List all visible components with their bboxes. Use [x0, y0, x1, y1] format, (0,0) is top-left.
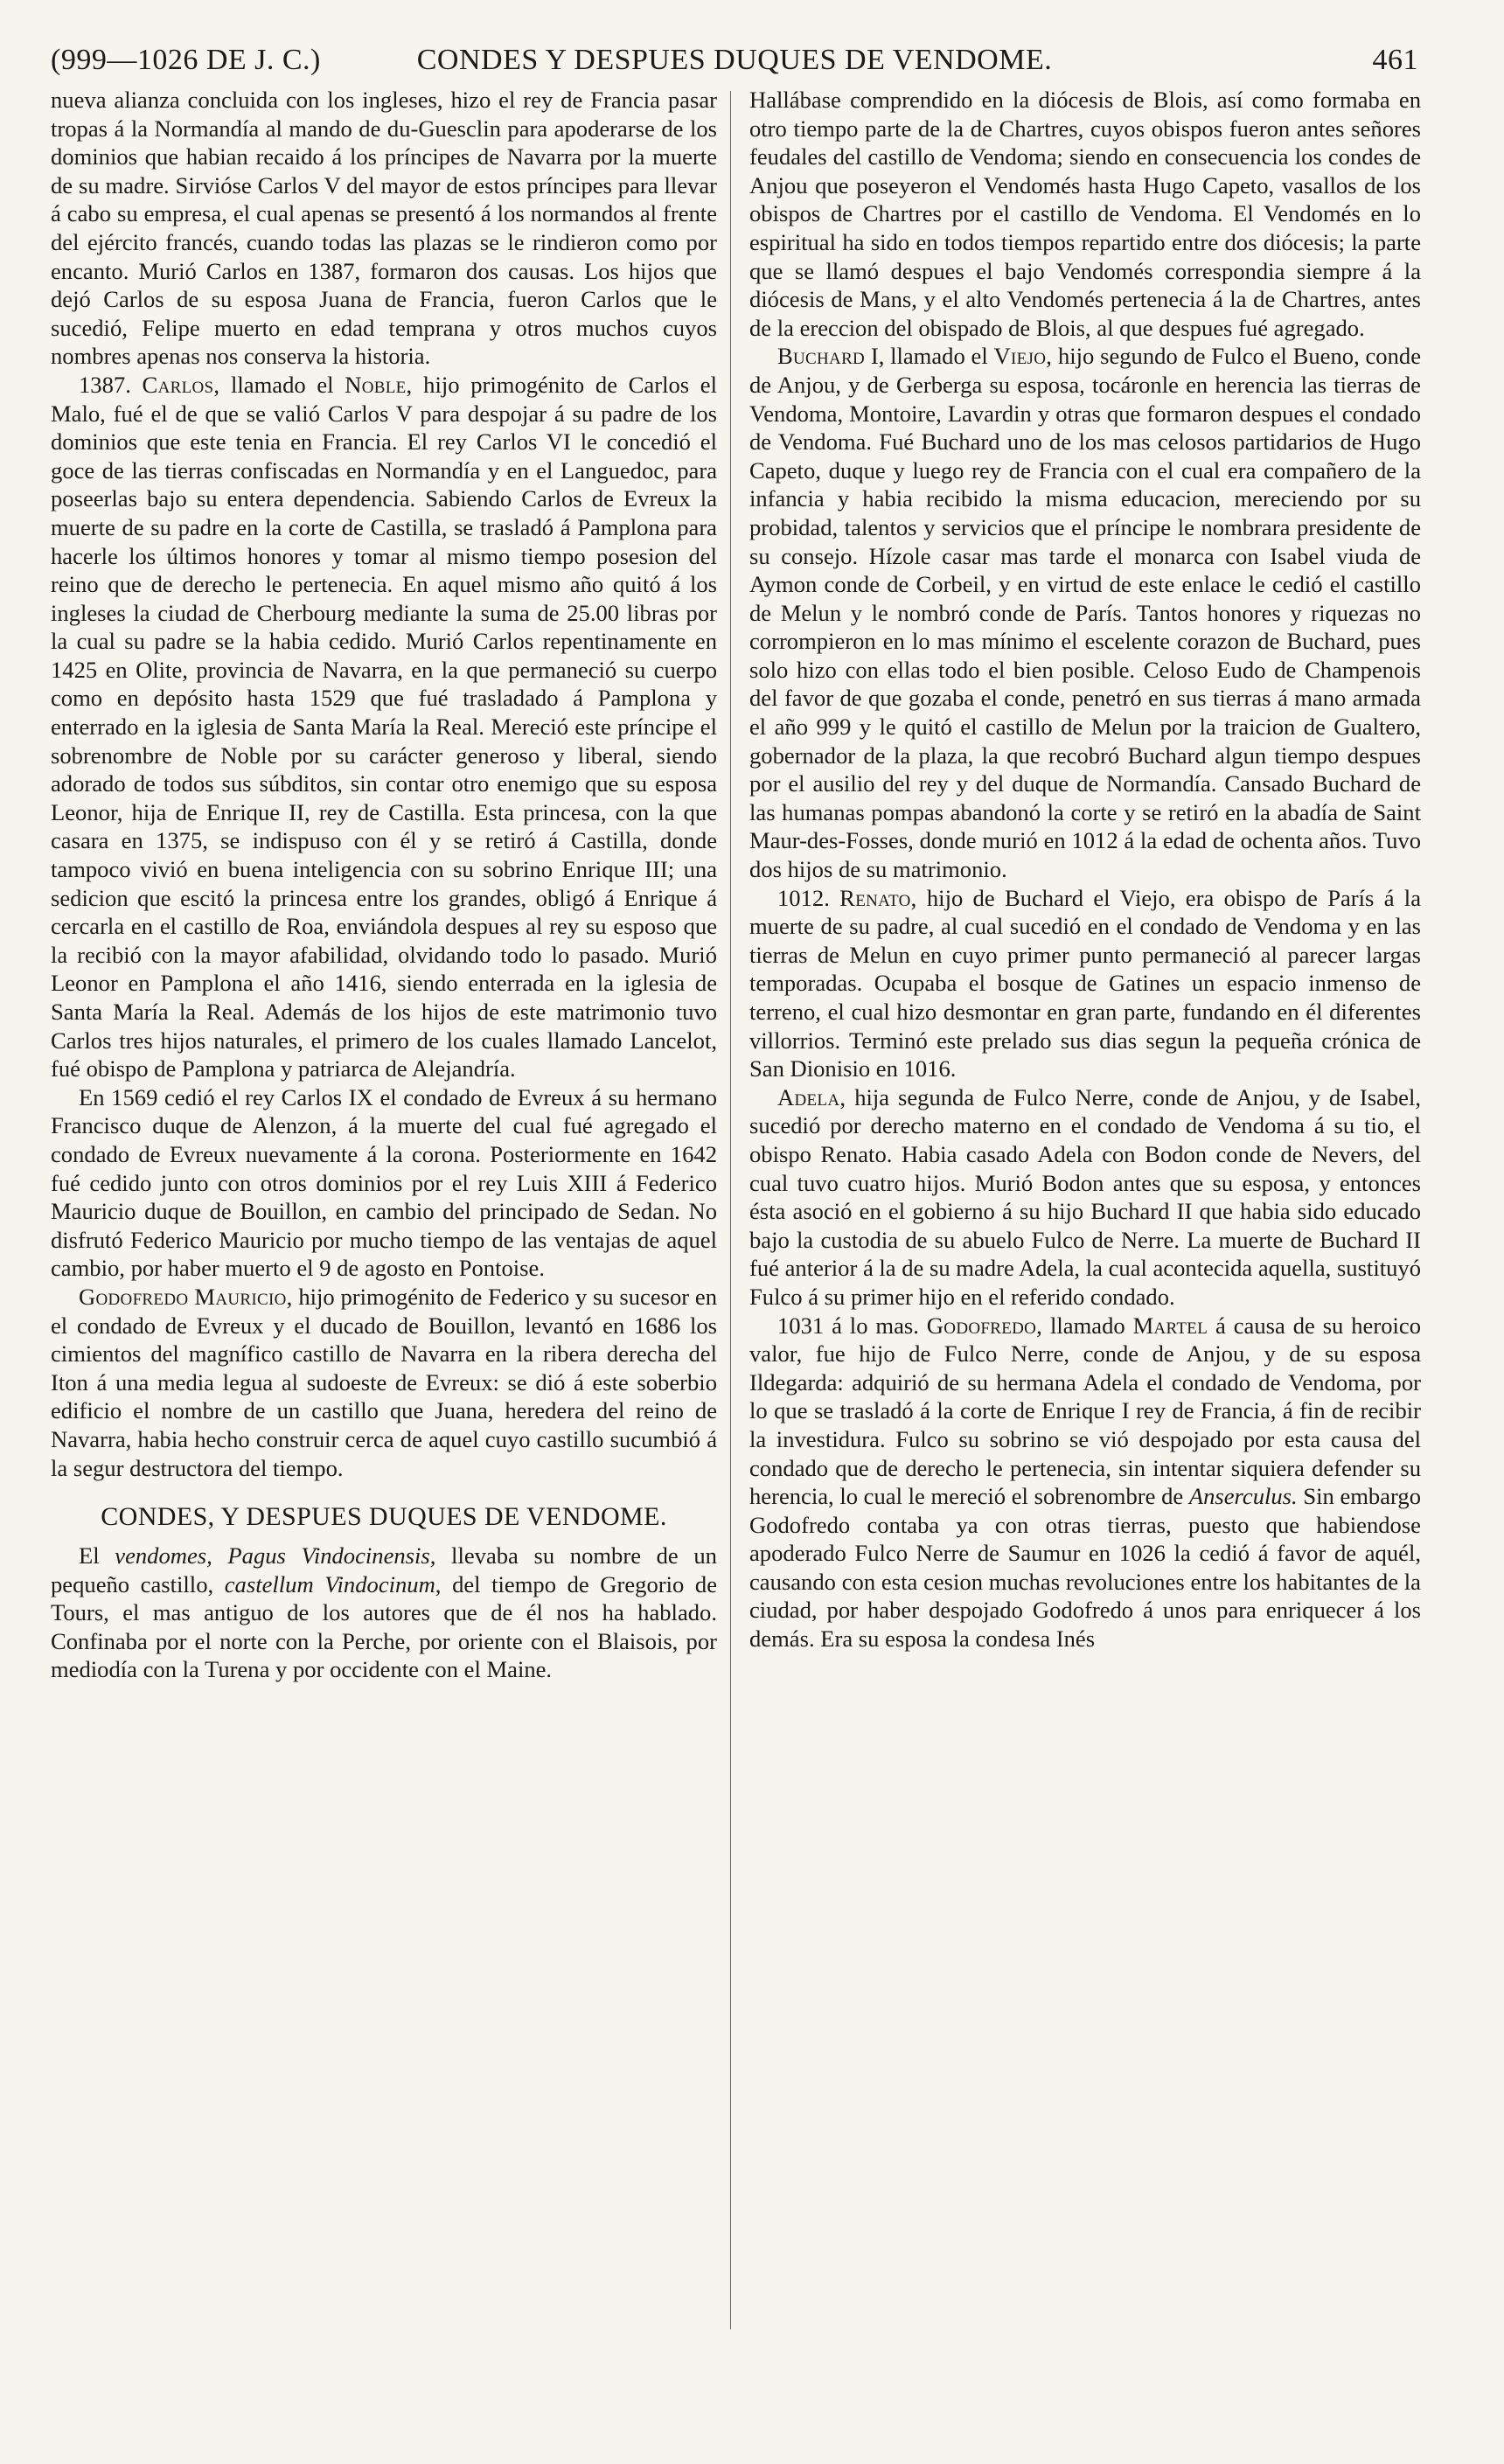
- right-paragraph-1: Hallábase comprendido en la diócesis de Blois, así como formaba en otro tiempo parte de la de Chartres, cuyos obispos fueron antes señores feudales del castillo de Vendoma; siendo en consecuencia los condes de Anjou que poseyeron el Vendomés hasta Hugo Capeto, vasallos de los obispos de Chartres por el castillo de Vendoma. El Vendomés en lo espiritual ha sido en todos tiempos repartido entre dos diócesis; la parte que se llamó despues el bajo Vendomés correspondia siempre á la diócesis de Mans, y el alto Vendomés pertenecia á la de Chartres, antes de la ereccion del obispado de Blois, al que despues fué agregado.: [749, 87, 1421, 341]
- latin-term: vendomes, Pagus Vindocinensis,: [115, 1542, 436, 1570]
- year-lead: 1387.: [79, 371, 131, 398]
- right-column: [749, 86, 1421, 1653]
- text-run: hija segunda de Fulco Nerre, conde de Anjou, y de Isabel, sucedió por derecho materno en el condado de Vendoma á su tio, el obispo Renato. Habia casado Adela con Bodon conde de Nevers, del cual tuvo cuatro hijos. Murió Bodon antes que su esposa, y entonces ésta asoció en el gobierno á su hijo Buchard II que habia sido educado bajo la custodia de su abuelo Fulco de Nerre. La muerte de Buchard II fué anterior á la de su madre Adela, la cual acontecida aquella, sustituyó Fulco á su primer hijo en el referido condado.: [749, 1083, 1421, 1310]
- text-run: llamado: [1042, 1312, 1133, 1339]
- running-head: [51, 38, 1418, 82]
- left-paragraph-5: [51, 1542, 717, 1684]
- column-divider: [730, 91, 731, 2329]
- left-column: [51, 86, 717, 1684]
- running-head-title: CONDES Y DESPUES DUQUES DE VENDOME.: [416, 44, 1053, 76]
- year-lead: 1031 á lo mas.: [777, 1312, 919, 1339]
- right-paragraph-4: [749, 1083, 1421, 1312]
- right-paragraph-5: [749, 1312, 1421, 1653]
- running-head-date-range: (999—1026 DE J. C.): [51, 44, 321, 76]
- page-number: 461: [1372, 44, 1418, 76]
- text-run: I, llamado el: [865, 343, 994, 370]
- text-run: hijo segundo de Fulco el Bueno, conde de Anjou, y de Gerberga su esposa, tocáronle en herencia las tierras de Vendoma, Montoire, Lavardin y otras que formaron despues el condado de Vendoma. Fué Buchard uno de los mas celosos partidarios de Hugo Capeto, duque y luego rey de Francia con el cual era compañero de la infancia y habia recibido la misma educacion, mereciendo por su probidad, talentos y servicios que el príncipe le nombrara presidente de su consejo. Hízole casar mas tarde el monarca con Isabel viuda de Aymon conde de Corbeil, y en virtud de este enlace le cedió el castillo de Melun y le nombró conde de París. Tantos honores y riquezas no corrompieron en lo mas mínimo el escelente corazon de Buchard, pues solo hizo con ellas todo el bien posible. Celoso Eudo de Champenois del favor de que gozaba el conde, penetró en sus tierras á mano armada el año 999 y le quitó el castillo de Melun por la traicion de Gualtero, gobernador de la plaza, la que recobró Buchard algun tiempo despues por el ausilio del rey y del duque de Normandía. Cansado Buchard de las humanas pompas abandonó la corte y se retiró en la abadía de Saint Maur-des-Fosses, donde murió en 1012 á la edad de ochenta años. Tuvo dos hijos de su matrimonio.: [749, 343, 1421, 883]
- left-paragraph-2: [51, 371, 717, 1083]
- text-run: Sin embargo Godofredo contaba ya con otras tierras, puesto que habiendose apoderado Fulco Nerre de Saumur en 1026 la cedió á favor de aquél, causando con esta cesion muchas revoluciones entre los habitantes de la ciudad, por haber despojado Godofredo á unos para enriquecer á los demás. Era su esposa la condesa Inés: [749, 1483, 1422, 1653]
- entry-epithet: Viejo,: [993, 343, 1053, 370]
- latin-term: castellum Vindocinum,: [224, 1570, 442, 1597]
- entry-name: Godofredo Mauricio,: [79, 1283, 293, 1310]
- text-run: á causa de su heroico valor, fue hijo de Fulco Nerre, conde de Anjou, y de su esposa Ildegarda: adquirió de su hermana Adela el condado de Vendoma, por lo que se trasladó á la corte de Enrique I rey de Francia, á fin de recibir la investidura. Fulco su sobrino se vió despojado por esta causa del condado que de derecho le pertenecia, sin intentar siquiera defender su herencia, lo cual le mereció el sobrenombre de: [749, 1312, 1422, 1510]
- section-heading: CONDES, Y DESPUES DUQUES DE VENDOME.: [101, 1502, 667, 1532]
- entry-epithet: Martel: [1132, 1312, 1208, 1339]
- text-run: El: [79, 1542, 115, 1570]
- text-run: llamado el: [219, 371, 345, 398]
- entry-name: Carlos,: [142, 371, 220, 398]
- entry-name: Buchard: [777, 343, 866, 370]
- entry-name: Godofredo,: [926, 1312, 1043, 1339]
- left-paragraph-1: nueva alianza concluida con los ingleses, hizo el rey de Francia pasar tropas á la Normandía al mando de du-Guesclin para apoderarse de los dominios que habian recaido á los príncipes de Navarra por la muerte de su madre. Sirvióse Carlos V del mayor de estos príncipes para llevar á cabo su empresa, el cual apenas se presentó á los normandos al frente del ejército francés, cuando todas las plazas se le rindieron como por encanto. Murió Carlos en 1387, formaron dos causas. Los hijos que dejó Carlos de su esposa Juana de Francia, fueron Carlos que le sucedió, Felipe muerto en edad temprana y otros muchos cuyos nombres apenas nos conserva la historia.: [51, 87, 717, 370]
- entry-name: Renato,: [839, 884, 917, 911]
- text-run: hijo primogénito de Carlos el Malo, fué el de que se valió Carlos V para despojar á su padre de los dominios que este tenia en Francia. El rey Carlos VI le concedió el goce de las tierras confiscadas en Normandía y en el Languedoc, para poseerlas bajo su entera dependencia. Sabiendo Carlos de Evreux la muerte de su padre en la corte de Castilla, se trasladó á Pamplona para hacerle los últimos honores y tomar al mismo tiempo posesion del reino que de derecho le pertenecia. En aquel mismo año quitó á los ingleses la ciudad de Cherbourg mediante la suma de 25.00 libras por la cual su padre se la habia cedido. Murió Carlos repentinamente en 1425 en Olite, provincia de Navarra, en la que permaneció su cuerpo como en depósito hasta 1529 que fué trasladado á Pamplona y enterrado en la iglesia de Santa María la Real. Mereció este príncipe el sobrenombre de Noble por su carácter generoso y liberal, siendo adorado de todos sus súbditos, sin contar otro enemigo que su esposa Leonor, hija de Enrique II, rey de Castilla. Esta princesa, con la que casara en 1375, se indispuso con él y se retiró á Castilla, donde tampoco vivió en buena inteligencia con su sobrino Enrique III; una sedicion que escitó la princesa entre los grandes, obligó á Enrique á cercarla en el castillo de Roa, enviándola despues al rey su esposo que la recibió con la mayor afabilidad, olvidando todo lo pasado. Murió Leonor en Pamplona el año 1416, siendo enterrada en la iglesia de Santa María la Real. Además de los hijos de este matrimonio tuvo Carlos tres hijos naturales, el primero de los cuales llamado Lancelot, fué obispo de Pamplona y patriarca de Alejandría.: [51, 371, 717, 1082]
- year-lead: 1012.: [777, 884, 830, 911]
- left-paragraph-4: [51, 1283, 717, 1482]
- text-run: del tiempo de Gregorio de Tours, el mas antiguo de los autores que de él nos ha hablado. Confinaba por el norte con la Perche, por oriente con el Blaisois, por mediodía con la Turena y por occidente con el Maine.: [51, 1570, 717, 1683]
- right-paragraph-2: [749, 342, 1421, 883]
- latin-term: Anserculus.: [1188, 1483, 1298, 1510]
- text-run: llevaba su nombre de un pequeño castillo,: [51, 1542, 717, 1597]
- text-run: hijo primogénito de Federico y su sucesor en el condado de Evreux y el ducado de Bouillon, levantó en 1686 los cimientos del magnífico castillo de Navarra en la ribera derecha del Iton á una media legua al sudoeste de Evreux: se dió á este soberbio edificio el nombre de un castillo que Juana, heredera del reino de Navarra, habia hecho construir cerca de aquel cuyo castillo sucumbió á la segur destructora del tiempo.: [51, 1283, 717, 1481]
- text-run: hijo de Buchard el Viejo, era obispo de París á la muerte de su padre, al cual sucedió en el condado de Vendoma y en las tierras de Melun en cuyo primer punto permaneció al parecer largas temporadas. Ocupaba el bosque de Gatines un espacio inmenso de terreno, el cual hizo desmontar en gran parte, fundando en él diferentes villorrios. Terminó este prelado sus dias segun la pequeña crónica de San Dionisio en 1016.: [749, 884, 1421, 1082]
- entry-epithet: Noble,: [345, 371, 413, 398]
- entry-name: Adela,: [777, 1083, 846, 1110]
- left-paragraph-3: En 1569 cedió el rey Carlos IX el condado de Evreux á su hermano Francisco duque de Alenzon, á la muerte del cual fué agregado el condado de Evreux nuevamente á la corona. Posteriormente en 1642 fué cedido junto con otros dominios por el rey Luis XIII á Federico Mauricio duque de Bouillon, en cambio del principado de Sedan. No disfrutó Federico Mauricio por mucho tiempo de las ventajas de aquel cambio, por haber muerto el 9 de agosto en Pontoise.: [51, 1083, 717, 1282]
- right-paragraph-3: [749, 884, 1421, 1083]
